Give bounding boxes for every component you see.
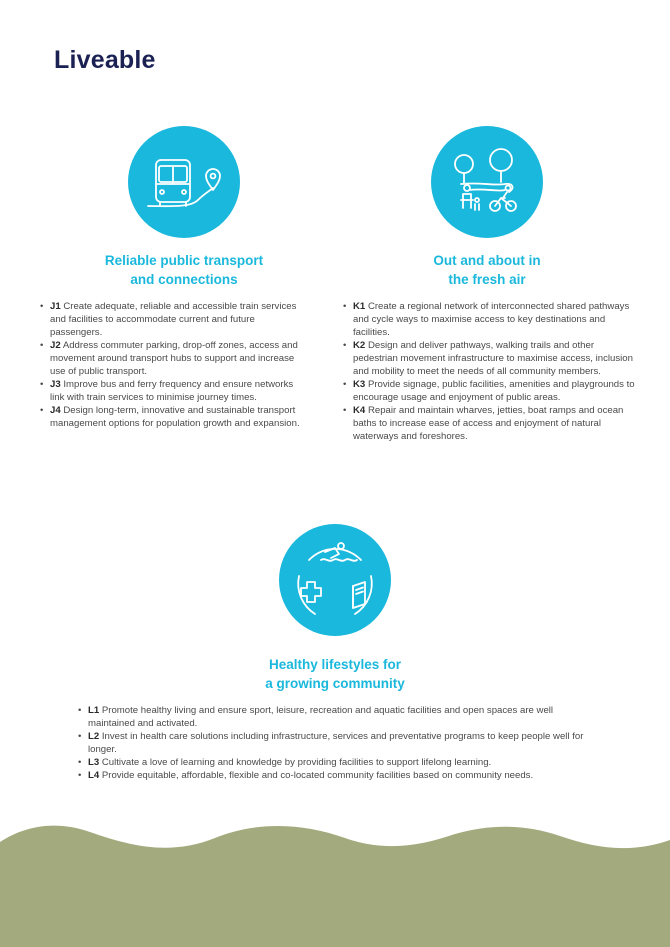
item-text: Repair and maintain wharves, jetties, boat ramps and ocean baths to increase ease of access and enjoyment of natural waterways and foreshores. [353,405,624,442]
item-text: Provide equitable, affordable, flexible and co-located community facilities based on community needs. [101,770,534,781]
item-text: Design long-term, innovative and sustainable transport management options for population growth and expansion. [50,405,300,429]
item-code: K3 [353,379,366,390]
heading-line: the fresh air [448,272,526,287]
transport-action-list [40,300,304,430]
health-action-list [78,704,588,782]
section-heading-outdoors [373,251,601,289]
park-pathway-icon [431,126,543,238]
item-text: Provide signage, public facilities, amenities and playgrounds to encourage usage and enjoyment of public areas. [353,379,635,403]
item-code: L2 [88,731,100,742]
item-text: Invest in health care solutions including infrastructure, services and preventative programs to keep people well for longer. [88,731,584,755]
page-title: Liveable [54,46,156,74]
item-code: K4 [353,405,366,416]
decorative-wave-footer [0,820,670,947]
list-item [78,769,588,782]
item-code: J4 [50,405,61,416]
item-code: L1 [88,705,100,716]
bus-route-icon [128,126,240,238]
item-code: L3 [88,757,100,768]
list-item [343,404,635,443]
heading-line: Out and about in [433,253,541,268]
list-item [78,730,588,756]
heading-line: Healthy lifestyles for [268,657,402,672]
section-heading-transport [70,251,298,289]
health-cycle-icon [279,524,391,636]
item-code: J1 [50,301,61,312]
item-code: J2 [50,340,61,351]
item-text: Create a regional network of interconnected shared pathways and cycle ways to maximise access to key destinations and facilities. [353,301,630,338]
item-text: Promote healthy living and ensure sport, leisure, recreation and aquatic facilities and open spaces are well maintained and activated. [88,705,554,729]
list-item [40,300,304,339]
heading-line: a growing community [265,676,405,691]
item-code: K2 [353,340,366,351]
list-item [343,378,635,404]
wave-shape [0,826,670,947]
list-item [40,378,304,404]
item-text: Cultivate a love of learning and knowledge by providing facilities to support lifelong learning. [101,757,492,768]
item-code: K1 [353,301,366,312]
item-text: Address commuter parking, drop-off zones, access and movement around transport hubs to support and increase use of public transport. [50,340,298,377]
list-item [343,339,635,378]
item-text: Improve bus and ferry frequency and ensure networks link with train services to minimise journey times. [50,379,294,403]
list-item [343,300,635,339]
item-code: J3 [50,379,61,390]
list-item [40,404,304,430]
list-item [40,339,304,378]
heading-line: and connections [130,272,238,287]
item-text: Design and deliver pathways, walking trails and other pedestrian movement infrastructure to maximise access, inclusion and mobility to meet the needs of all community members. [353,340,633,377]
item-text: Create adequate, reliable and accessible train services and facilities to accommodate current and future passengers. [50,301,297,338]
heading-line: Reliable public transport [104,253,264,268]
outdoors-action-list [343,300,635,443]
item-code: L4 [88,770,100,781]
section-heading-health [221,655,449,693]
list-item [78,756,588,769]
list-item [78,704,588,730]
